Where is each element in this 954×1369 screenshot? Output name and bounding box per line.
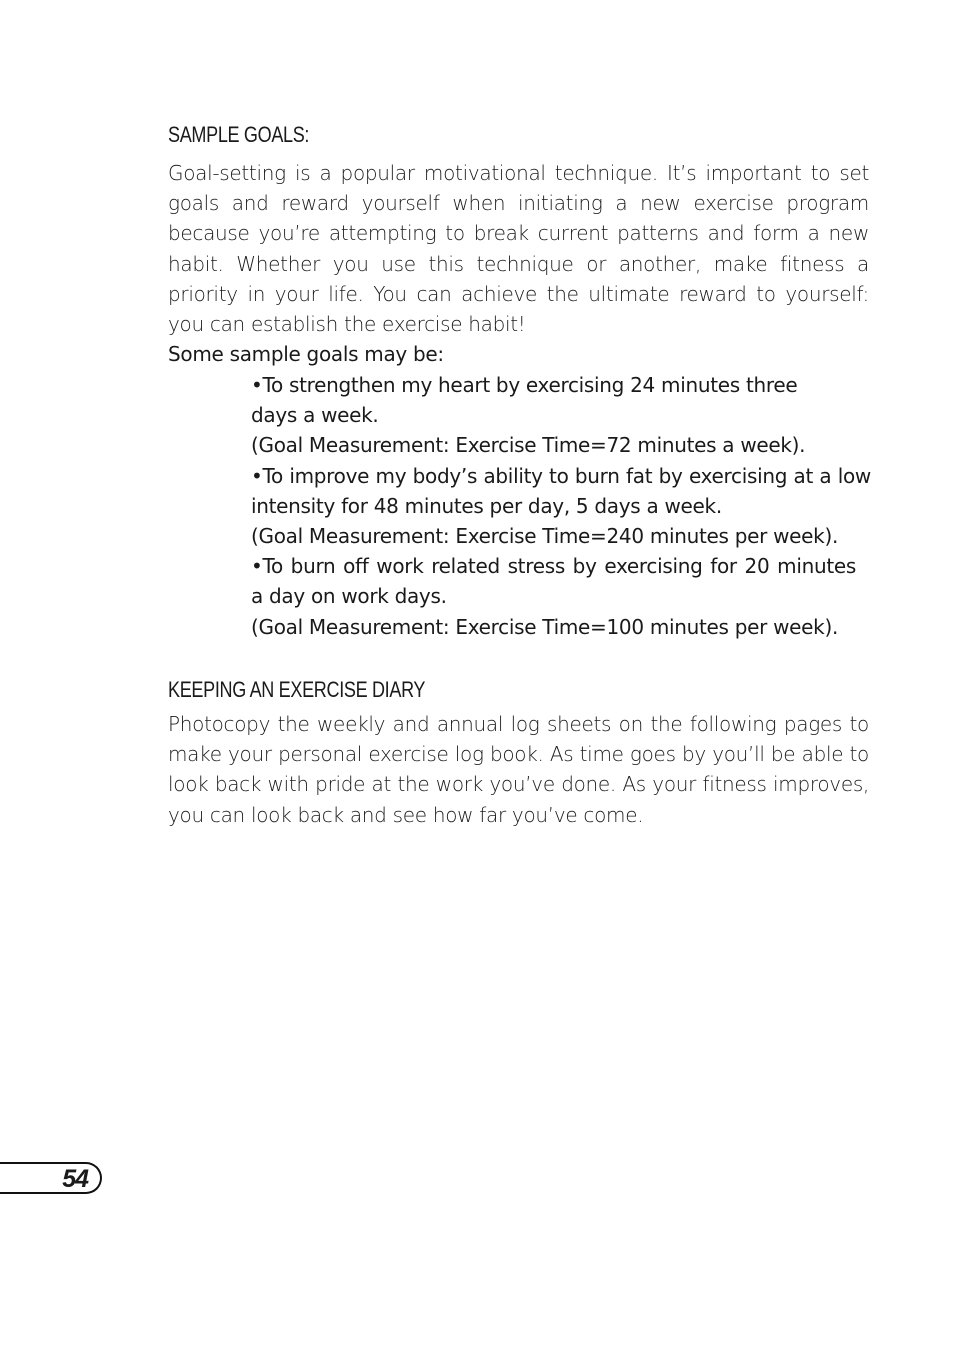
goal-measurement: (Goal Measurement: Exercise Time=72 minutes a week). — [251, 433, 806, 458]
goal-text: •To burn off work related stress by exercising for 20 minutes a day on work days. — [251, 554, 856, 609]
goal-measurement: (Goal Measurement: Exercise Time=100 minutes per week). — [251, 614, 839, 639]
page-number: 54 — [62, 1165, 88, 1193]
diary-body: Photocopy the weekly and annual log sheets on the following pages to make your personal exercise log book. As time goes by you’ll be able to look back with pride at the work you’ve done. As your fitness improves, you can look back and see how far you’ve come. — [168, 712, 869, 827]
sample-goals-lead: Some sample goals may be: — [168, 342, 444, 367]
goal-measurement: (Goal Measurement: Exercise Time=240 minutes per week). — [251, 524, 839, 549]
goal-item — [251, 370, 836, 461]
goal-item — [251, 551, 856, 642]
goals-list — [251, 370, 871, 642]
goal-text: •To improve my body’s ability to burn fat by exercising at a low intensity for 48 minutes per day, 5 days a week. — [251, 463, 871, 518]
sample-goals-section — [168, 121, 869, 369]
diary-heading: KEEPING AN EXERCISE DIARY — [168, 677, 426, 702]
sample-goals-intro: Goal-setting is a popular motivational technique. It’s important to set goals and reward yourself when initiating a new exercise program because you’re attempting to break current patterns and form a new habit. Whether you use this technique or another, make fitness a priority in your life. You can achieve the ultimate reward to yourself: you can establish the exercise habit! — [168, 161, 869, 337]
page-number-tab — [0, 1162, 102, 1194]
diary-section — [168, 676, 869, 830]
goal-item — [251, 461, 871, 552]
sample-goals-heading: SAMPLE GOALS: — [168, 122, 310, 147]
goal-text: •To strengthen my heart by exercising 24 minutes three days a week. — [251, 373, 798, 428]
